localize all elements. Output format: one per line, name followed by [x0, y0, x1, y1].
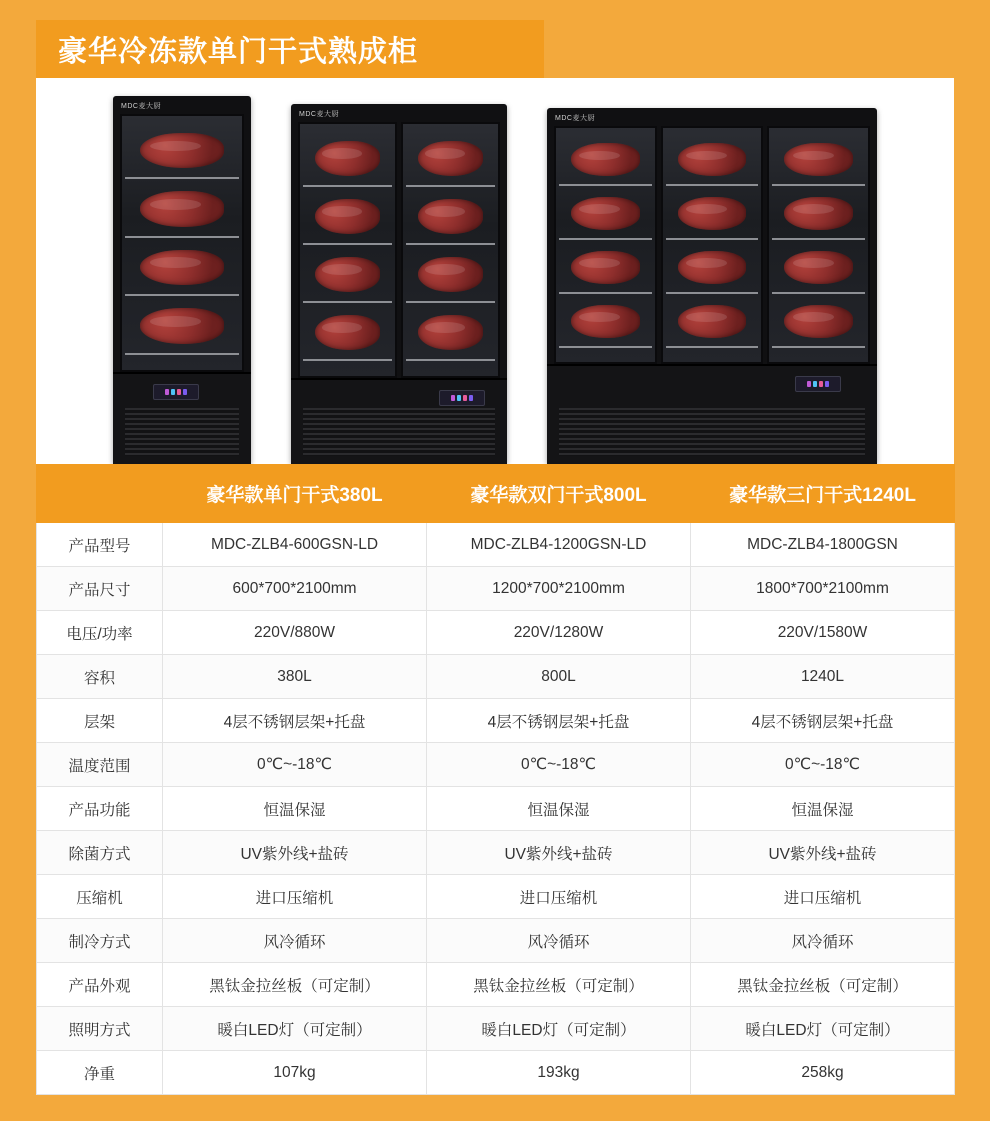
row-value: 4层不锈钢层架+托盘 [163, 699, 427, 743]
row-label: 压缩机 [37, 875, 163, 919]
shelf-row [559, 243, 652, 294]
meat-item [571, 197, 640, 230]
row-value: UV紫外线+盐砖 [691, 831, 955, 875]
cabinet-glass-area [120, 114, 244, 372]
row-label: 产品尺寸 [37, 567, 163, 611]
row-label: 层架 [37, 699, 163, 743]
row-value: 暖白LED灯（可定制） [691, 1007, 955, 1051]
row-value: 暖白LED灯（可定制） [163, 1007, 427, 1051]
double-door-cabinet-image [291, 104, 507, 464]
shelf-row [303, 305, 392, 360]
row-label: 除菌方式 [37, 831, 163, 875]
row-label: 容积 [37, 655, 163, 699]
cabinet-door [298, 122, 397, 378]
row-value: 220V/1280W [427, 611, 691, 655]
meat-item [418, 257, 484, 292]
shelf-row [303, 132, 392, 187]
shelf-row [406, 247, 495, 302]
row-value: 风冷循环 [163, 919, 427, 963]
meat-item [315, 257, 381, 292]
shelf-row [303, 247, 392, 302]
row-value: 0℃~-18℃ [691, 743, 955, 787]
table-row [37, 567, 955, 611]
row-value: MDC-ZLB4-1800GSN [691, 523, 955, 567]
row-value: 600*700*2100mm [163, 567, 427, 611]
table-row [37, 875, 955, 919]
row-value: UV紫外线+盐砖 [427, 831, 691, 875]
table-header-row [37, 465, 955, 523]
meat-item [678, 305, 747, 338]
row-value: 进口压缩机 [427, 875, 691, 919]
table-row [37, 963, 955, 1007]
meat-item [418, 199, 484, 234]
row-value: 220V/1580W [691, 611, 955, 655]
meat-item [571, 143, 640, 176]
table-row [37, 787, 955, 831]
meat-item [140, 133, 224, 169]
table-header-model-380l: 豪华款单门干式380L [163, 465, 427, 523]
row-value: MDC-ZLB4-1200GSN-LD [427, 523, 691, 567]
brand-logo-label: MDC麦大厨 [121, 103, 161, 110]
cabinet-base [113, 372, 251, 464]
row-value: 暖白LED灯（可定制） [427, 1007, 691, 1051]
table-row [37, 523, 955, 567]
meat-item [784, 143, 853, 176]
cabinet-glass-area [554, 126, 870, 364]
table-row [37, 1007, 955, 1051]
shelf-row [125, 182, 239, 238]
row-value: 恒温保湿 [427, 787, 691, 831]
cabinet-door [120, 114, 244, 372]
row-value: 0℃~-18℃ [163, 743, 427, 787]
shelf-row [666, 135, 759, 186]
table-row [37, 611, 955, 655]
meat-item [418, 315, 484, 350]
shelf-row [406, 190, 495, 245]
cabinet-image-group [36, 78, 954, 464]
row-value: 1800*700*2100mm [691, 567, 955, 611]
meat-item [571, 305, 640, 338]
page-title: 豪华冷冻款单门干式熟成柜 [58, 35, 419, 68]
triple-door-cabinet-image [547, 108, 877, 464]
row-label: 电压/功率 [37, 611, 163, 655]
shelf-row [559, 135, 652, 186]
table-row [37, 743, 955, 787]
control-panel-display [439, 390, 485, 406]
single-door-cabinet-image [113, 96, 251, 464]
table-header-model-800l: 豪华款双门干式800L [427, 465, 691, 523]
row-value: 800L [427, 655, 691, 699]
shelf-row [559, 189, 652, 240]
meat-item [784, 305, 853, 338]
meat-item [140, 191, 224, 227]
row-value: 恒温保湿 [163, 787, 427, 831]
page-title-banner [36, 20, 544, 78]
row-label: 产品型号 [37, 523, 163, 567]
meat-item [678, 143, 747, 176]
row-label: 净重 [37, 1051, 163, 1095]
vent-grille [303, 408, 495, 456]
vent-grille [559, 408, 865, 456]
row-value: 黑钛金拉丝板（可定制） [427, 963, 691, 1007]
row-label: 产品外观 [37, 963, 163, 1007]
cabinet-door [554, 126, 657, 364]
row-label: 制冷方式 [37, 919, 163, 963]
table-row [37, 831, 955, 875]
row-value: 风冷循环 [427, 919, 691, 963]
shelf-row [666, 243, 759, 294]
shelf-row [125, 299, 239, 355]
cabinet-door [767, 126, 870, 364]
row-value: 4层不锈钢层架+托盘 [427, 699, 691, 743]
row-value: 黑钛金拉丝板（可定制） [163, 963, 427, 1007]
shelf-row [772, 189, 865, 240]
meat-item [784, 197, 853, 230]
meat-item [678, 197, 747, 230]
row-value: 恒温保湿 [691, 787, 955, 831]
meat-item [315, 199, 381, 234]
cabinet-glass-area [298, 122, 500, 378]
shelf-row [666, 189, 759, 240]
table-row [37, 919, 955, 963]
meat-item [571, 251, 640, 284]
table-header-model-1240l: 豪华款三门干式1240L [691, 465, 955, 523]
shelf-row [772, 296, 865, 347]
shelf-row [772, 135, 865, 186]
table-header-blank [37, 465, 163, 523]
product-image-panel [36, 78, 954, 464]
shelf-row [772, 243, 865, 294]
row-label: 产品功能 [37, 787, 163, 831]
cabinet-door [401, 122, 500, 378]
row-value: MDC-ZLB4-600GSN-LD [163, 523, 427, 567]
row-value: 1200*700*2100mm [427, 567, 691, 611]
specification-table [36, 464, 955, 1095]
row-value: UV紫外线+盐砖 [163, 831, 427, 875]
row-value: 4层不锈钢层架+托盘 [691, 699, 955, 743]
shelf-row [303, 190, 392, 245]
row-label: 照明方式 [37, 1007, 163, 1051]
row-value: 黑钛金拉丝板（可定制） [691, 963, 955, 1007]
table-row [37, 655, 955, 699]
row-value: 258kg [691, 1051, 955, 1095]
shelf-row [125, 240, 239, 296]
row-value: 107kg [163, 1051, 427, 1095]
row-value: 0℃~-18℃ [427, 743, 691, 787]
cabinet-base [547, 364, 877, 464]
table-row [37, 699, 955, 743]
meat-item [678, 251, 747, 284]
brand-logo-label: MDC麦大厨 [299, 111, 339, 118]
shelf-row [125, 124, 239, 180]
row-value: 进口压缩机 [691, 875, 955, 919]
shelf-row [559, 296, 652, 347]
shelf-row [406, 132, 495, 187]
control-panel-display [153, 384, 199, 400]
meat-item [315, 315, 381, 350]
shelf-row [666, 296, 759, 347]
cabinet-door [661, 126, 764, 364]
row-value: 风冷循环 [691, 919, 955, 963]
meat-item [418, 141, 484, 176]
brand-logo-label: MDC麦大厨 [555, 115, 595, 122]
row-value: 380L [163, 655, 427, 699]
meat-item [140, 308, 224, 344]
meat-item [140, 250, 224, 286]
row-value: 193kg [427, 1051, 691, 1095]
row-value: 220V/880W [163, 611, 427, 655]
row-value: 进口压缩机 [163, 875, 427, 919]
control-panel-display [795, 376, 841, 392]
meat-item [315, 141, 381, 176]
shelf-row [406, 305, 495, 360]
table-row [37, 1051, 955, 1095]
cabinet-base [291, 378, 507, 464]
meat-item [784, 251, 853, 284]
row-value: 1240L [691, 655, 955, 699]
vent-grille [125, 408, 239, 456]
row-label: 温度范围 [37, 743, 163, 787]
